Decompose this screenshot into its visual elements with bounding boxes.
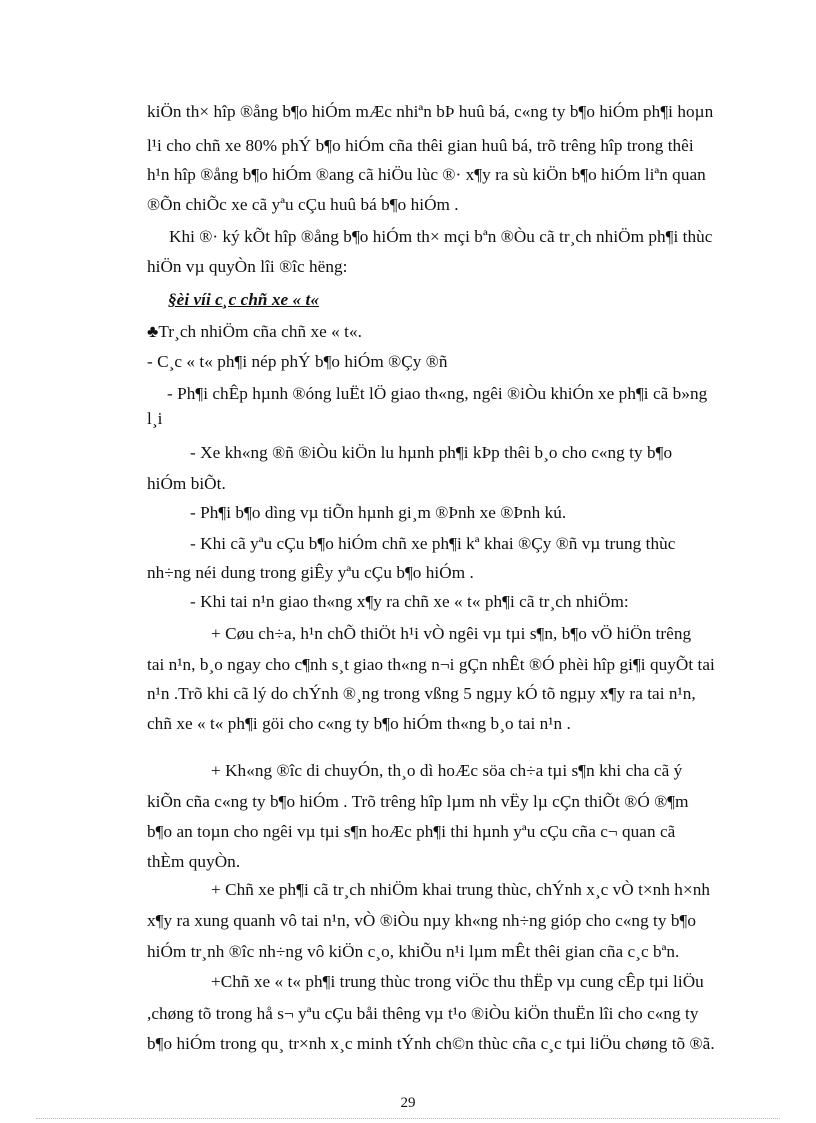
text-line: hiÖn vµ quyÒn lîi ®îc hëng:	[147, 257, 348, 276]
text-line: b¶o an toµn cho ngêi vµ tµi s¶n hoÆc ph¶i thi hµnh yªu cÇu cña c¬ quan cã	[147, 822, 676, 841]
section-heading: §èi víi c¸c chñ xe « t«	[168, 290, 320, 309]
text-line: hiÓm tr¸nh ®îc nh÷ng vô kiÖn c¸o, khiÕu n¹i lµm mÊt thêi gian cña c¸c bªn.	[147, 942, 680, 961]
text-line: Khi ®· ký kÕt hîp ®ång b¶o hiÓm th× mçi bªn ®Òu cã tr¸ch nhiÖm ph¶i thùc	[169, 227, 713, 246]
text-line: ®Õn chiÕc xe cã yªu cÇu huû bá b¶o hiÓm .	[147, 195, 459, 214]
text-line: l¸i	[147, 409, 163, 428]
text-line: hiÓm biÕt.	[147, 474, 226, 493]
text-line: ,chøng tõ trong hå s¬ yªu cÇu båi thêng vµ t¹o ®iÒu kiÖn thuËn lîi cho c«ng ty	[147, 1004, 699, 1023]
text-line: - C¸c « t« ph¶i nép phÝ b¶o hiÓm ®Çy ®ñ	[147, 352, 448, 371]
text-line: h¹n hîp ®ång b¶o hiÓm ®ang cã hiÖu lùc ®· x¶y ra sù kiÖn b¶o hiÓm liªn quan	[147, 165, 706, 184]
text-line: l¹i cho chñ xe 80% phÝ b¶o hiÓm cña thêi gian huû bá, trõ trêng hîp trong thêi	[147, 136, 694, 155]
text-line: + Cøu ch÷a, h¹n chÕ thiÖt h¹i vÒ ngêi vµ tµi s¶n, b¶o vÖ hiÖn trêng	[211, 624, 692, 643]
text-line: - Ph¶i chÊp hµnh ®óng luËt lÖ giao th«ng, ngêi ®iÒu khiÓn xe ph¶i cã b»ng	[167, 384, 708, 403]
text-line: x¶y ra xung quanh vô tai n¹n, vÒ ®iÒu nµy kh«ng nh÷ng gióp cho c«ng ty b¶o	[147, 911, 696, 930]
text-line: +Chñ xe « t« ph¶i trung thùc trong viÖc thu thËp vµ cung cÊp tµi liÖu	[211, 972, 704, 991]
text-line: b¶o hiÓm trong qu¸ tr×nh x¸c minh tÝnh ch©n thùc cña c¸c tµi liÖu chøng tõ ®ã.	[147, 1034, 715, 1053]
text-line: - Khi tai n¹n giao th«ng x¶y ra chñ xe « t« ph¶i cã tr¸ch nhiÖm:	[190, 592, 629, 611]
text-line: + Kh«ng ®îc di chuyÓn, th¸o dì hoÆc söa ch÷a tµi s¶n khi cha cã ý	[211, 761, 683, 780]
text-line: kiÕn cña c«ng ty b¶o hiÓm . Trõ trêng hîp lµm nh vËy lµ cÇn thiÕt ®Ó ®¶m	[147, 792, 689, 811]
text-line: chñ xe « t« ph¶i göi cho c«ng ty b¶o hiÓm th«ng b¸o tai n¹n .	[147, 714, 571, 733]
text-line: - Khi cã yªu cÇu b¶o hiÓm chñ xe ph¶i kª khai ®Çy ®ñ vµ trung thùc	[190, 534, 676, 553]
text-line: - Ph¶i b¶o dìng vµ tiÕn hµnh gi¸m ®Þnh xe ®Þnh kú.	[190, 503, 567, 522]
text-line: - Xe kh«ng ®ñ ®iÒu kiÖn lu hµnh ph¶i kÞp thêi b¸o cho c«ng ty b¶o	[190, 443, 673, 462]
footer-divider	[36, 1118, 780, 1119]
text-line: nh÷ng néi dung trong giÊy yªu cÇu b¶o hiÓm .	[147, 563, 474, 582]
text-line: n¹n .Trõ khi cã lý do chÝnh ®¸ng trong vßng 5 ngµy kÓ tõ ngµy x¶y ra tai n¹n,	[147, 684, 696, 703]
text-line: ♣Tr¸ch nhiÖm cña chñ xe « t«.	[147, 322, 362, 341]
text-line: + Chñ xe ph¶i cã tr¸ch nhiÖm khai trung thùc, chÝnh x¸c vÒ t×nh h×nh	[211, 880, 710, 899]
text-line: kiÖn th× hîp ®ång b¶o hiÓm mÆc nhiªn bÞ huû bá, c«ng ty b¶o hiÓm ph¶i hoµn	[147, 102, 714, 121]
text-line: tai n¹n, b¸o ngay cho c¶nh s¸t giao th«ng n¬i gÇn nhÊt ®Ó phèi hîp gi¶i quyÕt tai	[147, 655, 715, 674]
text-line: thÈm quyÒn.	[147, 852, 241, 871]
page-number: 29	[400, 1095, 416, 1111]
